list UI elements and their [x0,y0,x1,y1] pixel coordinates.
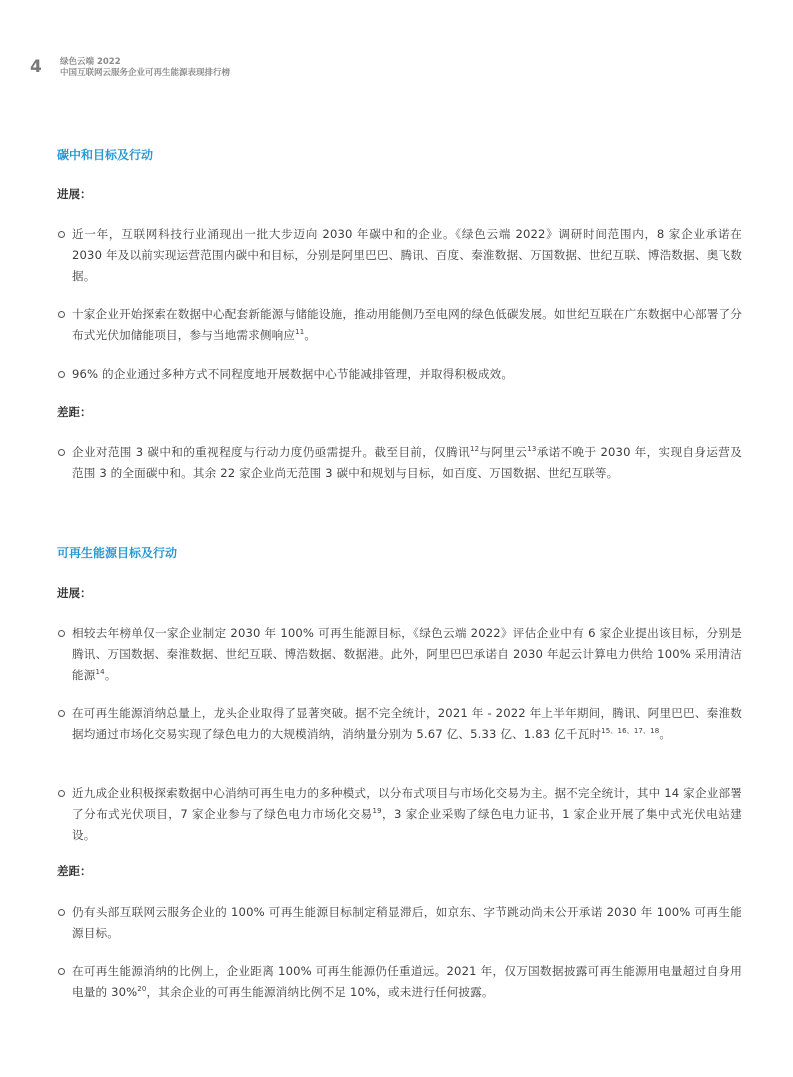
bullet-circle-icon [57,902,72,923]
bullet-circle-icon [57,304,72,325]
gap-heading: 差距： [57,864,92,878]
bullet-circle-icon [57,623,72,644]
bullet-circle-icon [57,961,72,982]
progress-heading: 进展： [57,187,92,201]
text-segment: 。 [659,727,672,741]
text-segment: 与阿里云 [479,445,528,459]
text-segment: 近九成企业积极探索数据中心消纳可再生电力的多种模式，以分布式项目与市场化交易为主。据不完全统计，其中 14 家企业部署了分布式光伏项目，7 家企业参与了绿色电力市场化交易 [72,786,742,821]
list-item [57,623,742,686]
gap-heading: 差距： [57,405,92,419]
list-item [57,442,742,484]
footnote-ref: 14 [95,668,105,676]
text-segment: 。 [304,328,317,342]
report-subtitle: 中国互联网云服务企业可再生能源表现排行榜 [60,68,231,78]
text-segment: 十家企业开始探索在数据中心配套新能源与储能设施，推动用能侧乃至电网的绿色低碳发展。如世纪互联在广东数据中心部署了分布式光伏加储能项目，参与当地需求侧响应 [72,307,742,342]
section-title-carbon-neutral: 碳中和目标及行动 [57,148,154,162]
bullet-text [72,623,742,686]
page-number: 4 [30,57,42,77]
bullet-text [72,703,742,745]
footnote-ref: 13 [527,445,537,453]
text-segment: ，3 家企业采购了绿色电力证书，1 家企业开展了集中式光伏电站建设。 [72,807,742,842]
text-segment: ，其余企业的可再生能源消纳比例不足 10%，或未进行任何披露。 [146,985,494,999]
bullet-circle-icon [57,224,72,245]
bullet-text [72,304,742,346]
bullet-text [72,961,742,1003]
footnote-ref: 20 [137,985,147,993]
list-item [57,364,742,385]
list-item [57,703,742,745]
progress-heading: 进展： [57,586,92,600]
list-item [57,304,742,346]
list-item [57,902,742,944]
bullet-text: 仍有头部互联网云服务企业的 100% 可再生能源目标制定稍显滞后，如京东、字节跳动尚未公开承诺 2030 年 100% 可再生能源目标。 [72,905,742,940]
text-segment: 承诺不晚于 2030 年，实现自身运营及范围 3 的全面碳中和。其余 22 家企业尚无范围 3 碳中和规划与目标，如百度、万国数据、世纪互联等。 [72,445,742,480]
report-title: 绿色云端 2022 [60,57,121,67]
footnote-ref: 15、16、17、18 [601,727,660,735]
footnote-ref: 11 [295,328,305,336]
section-title-renewable: 可再生能源目标及行动 [57,546,178,560]
bullet-circle-icon [57,442,72,463]
header-text [60,57,230,79]
list-item [57,961,742,1003]
bullet-circle-icon [57,364,72,385]
bullet-circle-icon [57,703,72,724]
bullet-text [72,783,742,846]
text-segment: 相较去年榜单仅一家企业制定 2030 年 100% 可再生能源目标，《绿色云端 2022》评估企业中有 6 家企业提出该目标，分别是腾讯、万国数据、秦淮数据、世纪互联、博浩数据、数据港。此外，阿里巴巴承诺自 2030 年起云计算电力供给 100% 采用清洁能源 [72,626,742,682]
bullet-text: 96% 的企业通过多种方式不同程度地开展数据中心节能减排管理，并取得积极成效。 [72,367,514,381]
list-item [57,224,742,287]
footnote-ref: 19 [372,807,382,815]
text-segment: 。 [104,668,117,682]
text-segment: 企业对范围 3 碳中和的重视程度与行动力度仍亟需提升。截至目前，仅腾讯 [72,445,471,459]
text-segment: 在可再生能源消纳的比例上，企业距离 100% 可再生能源仍任重道远。2021 年，仅万国数据披露可再生能源用电量超过自身用电量的 30% [72,964,742,999]
list-item [57,783,742,846]
bullet-text: 近一年，互联网科技行业涌现出一批大步迈向 2030 年碳中和的企业。《绿色云端 2022》调研时间范围内，8 家企业承诺在 2030 年及以前实现运营范围内碳中和目标，分别是阿里巴巴、腾讯、百度、秦淮数据、万国数据、世纪互联、博浩数据、奥飞数据。 [72,227,742,283]
bullet-circle-icon [57,783,72,804]
text-segment: 在可再生能源消纳总量上，龙头企业取得了显著突破。据不完全统计，2021 年 - 2022 年上半年期间，腾讯、阿里巴巴、秦淮数据均通过市场化交易实现了绿色电力的大规模消纳，消纳量分别为 5.67 亿、5.33 亿、1.83 亿千瓦时 [72,706,742,741]
bullet-text [72,442,742,484]
footnote-ref: 12 [470,445,480,453]
